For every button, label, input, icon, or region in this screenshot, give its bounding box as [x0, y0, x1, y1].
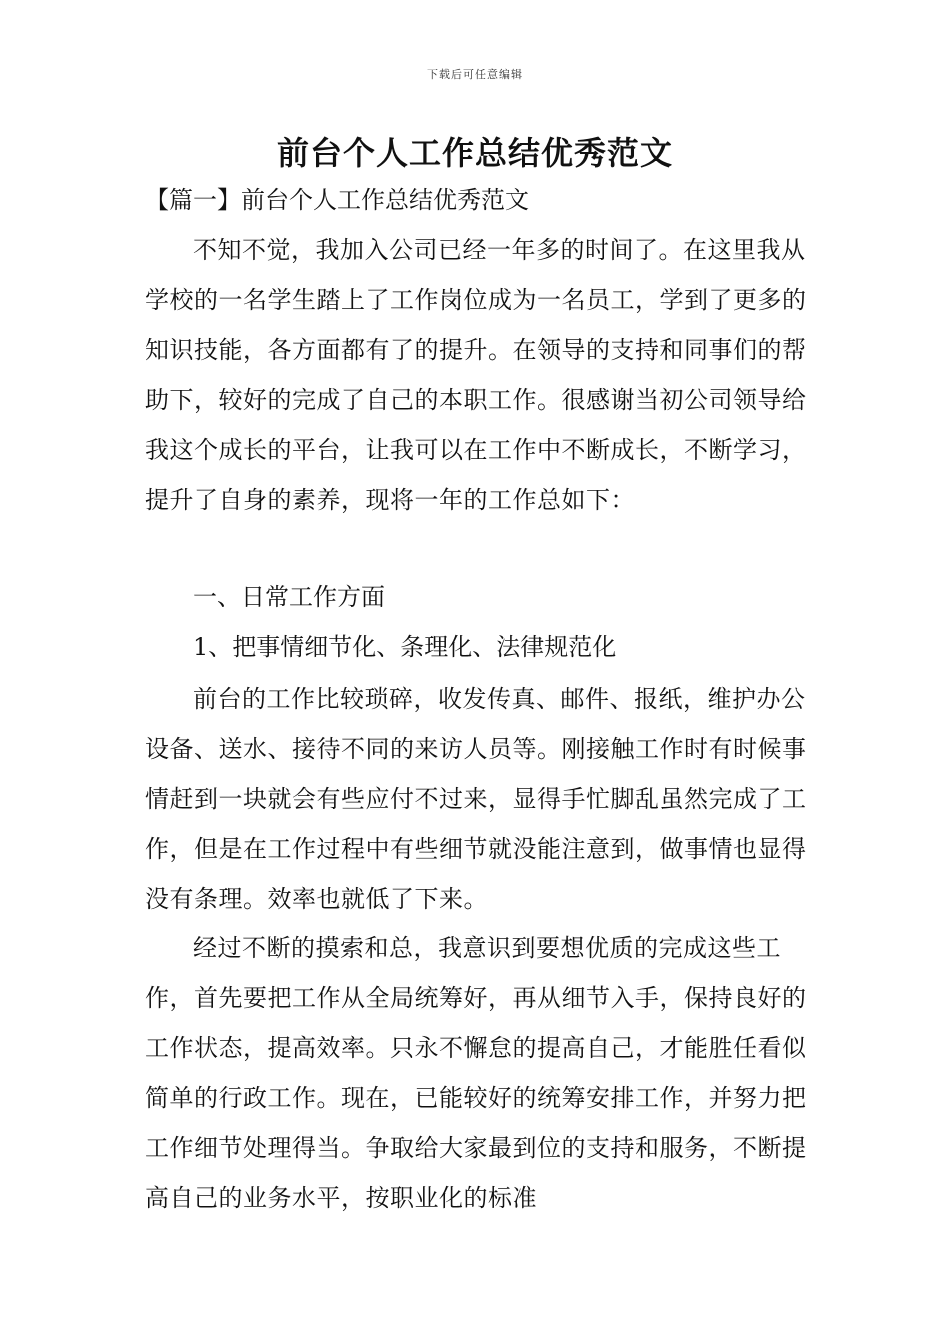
- paragraph-intro: 不知不觉，我加入公司已经一年多的时间了。在这里我从学校的一名学生踏上了工作岗位成为一名员工，学到了更多的知识技能，各方面都有了的提升。在领导的支持和同事们的帮助下，较好的完成了自己的本职工作。很感谢当初公司领导给我这个成长的平台，让我可以在工作中不断成长，不断学习，提升了自身的素养，现将一年的工作总如下：: [145, 236, 807, 514]
- document-title: 前台个人工作总结优秀范文: [276, 134, 673, 172]
- paragraph-front-desk: 前台的工作比较琐碎，收发传真、邮件、报纸，维护办公设备、送水、接待不同的来访人员等。刚接触工作时有时候事情赶到一块就会有些应付不过来，显得手忙脚乱虽然完成了工作，但是在工作过程中有些细节就没能注意到，做事情也显得没有条理。效率也就低了下来。: [145, 685, 807, 913]
- header-note: 下载后可任意编辑: [427, 68, 523, 81]
- section-heading: 【篇一】前台个人工作总结优秀范文: [145, 186, 529, 214]
- heading-daily-work: 一、日常工作方面: [193, 583, 385, 611]
- subheading-detail: 1、把事情细节化、条理化、法律规范化: [193, 633, 617, 661]
- paragraph-improvement: 经过不断的摸索和总，我意识到要想优质的完成这些工作，首先要把工作从全局统筹好，再从细节入手，保持良好的工作状态，提高效率。只永不懈怠的提高自己，才能胜任看似简单的行政工作。现在，已能较好的统筹安排工作，并努力把工作细节处理得当。争取给大家最到位的支持和服务，不断提高自己的业务水平，按职业化的标准: [145, 934, 807, 1212]
